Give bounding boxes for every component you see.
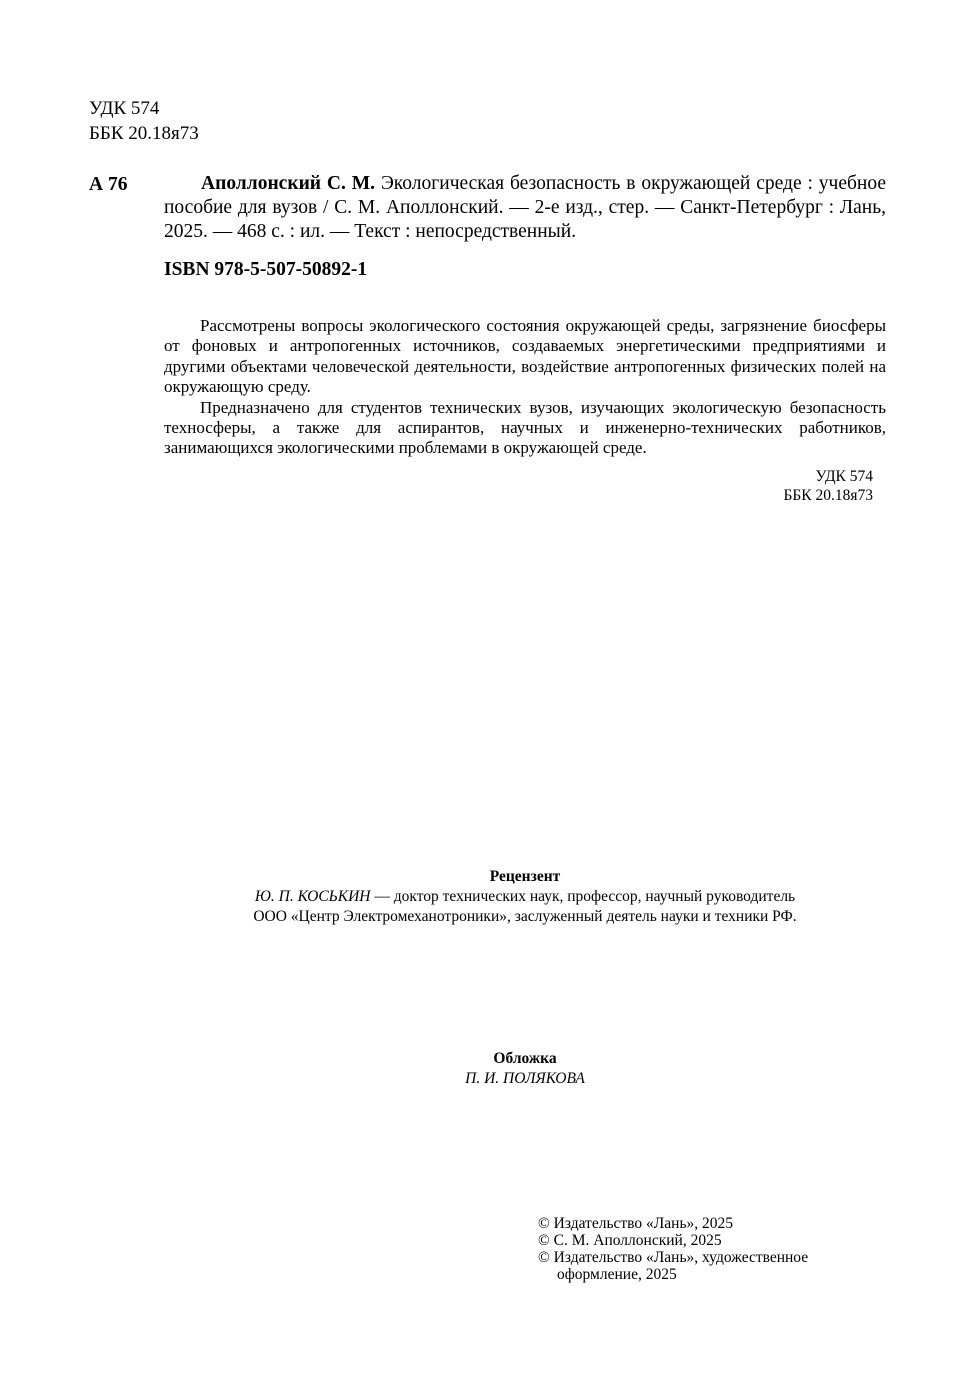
reviewer-credentials: — доктор технических наук, профессор, научный руководитель	[370, 888, 796, 905]
copyright-line-3: © Издательство «Лань», художественное	[538, 1249, 809, 1266]
annotation-bbk: ББК 20.18я73	[783, 487, 873, 504]
reviewer-heading: Рецензент	[489, 868, 561, 885]
reviewer-line-2: ООО «Центр Электромеханотроники», заслуженный деятель науки и техники РФ.	[253, 908, 797, 925]
copyright-block	[538, 1215, 858, 1283]
udk-code: УДК 574	[89, 98, 160, 119]
isbn: ISBN 978-5-507-50892-1	[164, 259, 368, 280]
reviewer-name: Ю. П. КОСЬКИН	[254, 888, 371, 905]
bbk-code: ББК 20.18я73	[89, 123, 199, 144]
udk-bbk-header	[89, 96, 199, 146]
reviewer-block	[164, 867, 886, 927]
author-name: Аполлонский С. М.	[201, 173, 376, 194]
copyright-line-2: © С. М. Аполлонский, 2025	[538, 1232, 722, 1249]
cover-credit	[164, 1049, 886, 1089]
annotation-paragraph-2: Предназначено для студентов технических вузов, изучающих экологическую безопасность техносферы, а также для аспирантов, научных и инженерно-технических работников, занимающихся экологическими проблемами в окружающей среде.	[164, 397, 886, 458]
annotation	[164, 316, 886, 459]
author-mark: А 76	[89, 174, 128, 195]
cover-designer: П. И. ПОЛЯКОВА	[465, 1070, 585, 1087]
bibliographic-entry	[164, 172, 886, 244]
annotation-paragraph-1: Рассмотрены вопросы экологического состояния окружающей среды, загрязнение биосферы от фоновых и антропогенных источников, создаваемых энергетическими предприятиями и другими объектами человеческой деятельности, воздействие антропогенных физических полей на окружающую среду.	[164, 316, 886, 397]
bibliographic-description: Экологическая безопасность в окружающей среде : учебное пособие для вузов / С. М. Аполлонский. — 2-е изд., стер. — Санкт-Петербург : Лань, 2025. — 468 с. : ил. — Текст : непосредственный.	[164, 173, 887, 242]
reviewer-line-1	[164, 887, 886, 907]
copyright-line-4: оформление, 2025	[557, 1266, 677, 1283]
annotation-udk: УДК 574	[815, 468, 873, 485]
annotation-classification	[783, 467, 873, 505]
copyright-line-1: © Издательство «Лань», 2025	[538, 1215, 734, 1232]
cover-heading: Обложка	[493, 1050, 557, 1067]
